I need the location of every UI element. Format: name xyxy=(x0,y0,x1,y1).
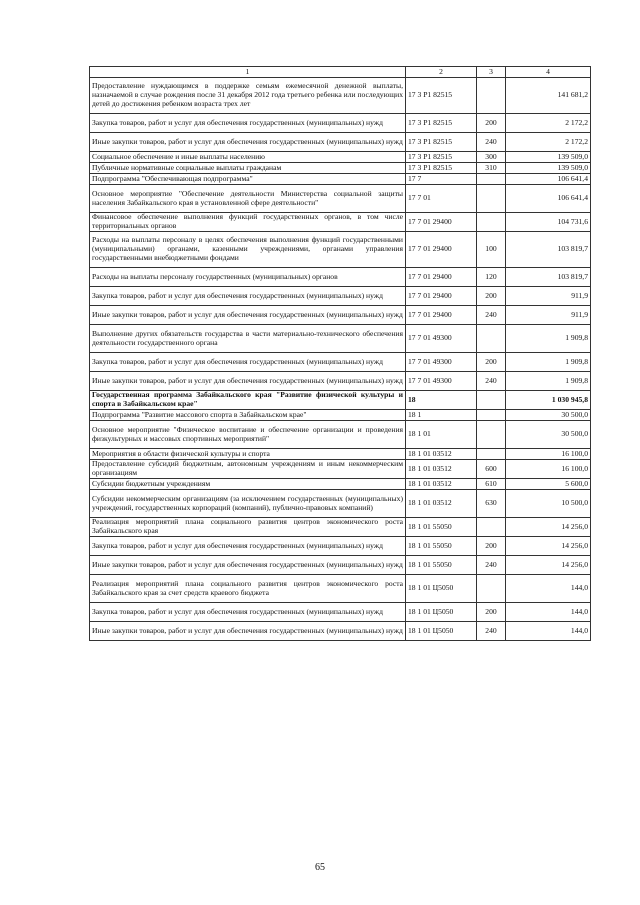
row-name: Иные закупки товаров, работ и услуг для обеспечения государственных (муниципальных) нужд xyxy=(90,133,406,152)
row-code: 18 1 01 Ц5050 xyxy=(406,622,477,641)
row-code: 17 7 01 49300 xyxy=(406,372,477,391)
row-amount: 106 641,4 xyxy=(506,174,591,185)
header-col-1: 1 xyxy=(90,67,406,78)
row-expense-type: 200 xyxy=(477,353,506,372)
row-code: 18 1 01 03512 xyxy=(406,479,477,490)
row-expense-type xyxy=(477,78,506,114)
row-amount: 104 731,6 xyxy=(506,213,591,232)
row-code: 18 1 01 55050 xyxy=(406,556,477,575)
row-expense-type: 610 xyxy=(477,479,506,490)
row-expense-type: 200 xyxy=(477,537,506,556)
table-row xyxy=(90,603,591,622)
row-code: 18 1 01 Ц5050 xyxy=(406,575,477,603)
row-amount: 14 256,0 xyxy=(506,537,591,556)
budget-table xyxy=(89,66,591,641)
row-name: Иные закупки товаров, работ и услуг для обеспечения государственных (муниципальных) нужд xyxy=(90,306,406,325)
row-expense-type xyxy=(477,391,506,410)
row-code: 18 1 01 03512 xyxy=(406,490,477,518)
row-name: Закупка товаров, работ и услуг для обеспечения государственных (муниципальных) нужд xyxy=(90,353,406,372)
row-code: 18 1 01 03512 xyxy=(406,449,477,460)
table-row xyxy=(90,537,591,556)
row-expense-type: 240 xyxy=(477,133,506,152)
row-name: Основное мероприятие "Обеспечение деятельности Министерства социальной защиты населения Забайкальского края в установленной сфере деятельности" xyxy=(90,185,406,213)
row-name: Закупка товаров, работ и услуг для обеспечения государственных (муниципальных) нужд xyxy=(90,537,406,556)
row-expense-type: 240 xyxy=(477,306,506,325)
row-expense-type xyxy=(477,185,506,213)
row-code: 17 7 01 29400 xyxy=(406,306,477,325)
table-header-row xyxy=(90,67,591,78)
row-code: 18 1 01 55050 xyxy=(406,518,477,537)
row-amount: 106 641,4 xyxy=(506,185,591,213)
row-expense-type: 300 xyxy=(477,152,506,163)
table-row xyxy=(90,449,591,460)
table-row xyxy=(90,174,591,185)
row-name: Закупка товаров, работ и услуг для обеспечения государственных (муниципальных) нужд xyxy=(90,603,406,622)
table-row xyxy=(90,372,591,391)
row-amount: 911,9 xyxy=(506,306,591,325)
row-amount: 103 819,7 xyxy=(506,232,591,268)
row-code: 17 3 P1 82515 xyxy=(406,163,477,174)
table-row xyxy=(90,479,591,490)
row-code: 18 1 01 55050 xyxy=(406,537,477,556)
row-expense-type: 200 xyxy=(477,603,506,622)
row-code: 18 1 01 Ц5050 xyxy=(406,603,477,622)
row-code: 18 1 01 xyxy=(406,421,477,449)
row-expense-type: 120 xyxy=(477,268,506,287)
row-amount: 30 500,0 xyxy=(506,410,591,421)
table-row xyxy=(90,287,591,306)
row-code: 17 7 01 29400 xyxy=(406,232,477,268)
table-row xyxy=(90,391,591,410)
table-row xyxy=(90,213,591,232)
row-name: Закупка товаров, работ и услуг для обеспечения государственных (муниципальных) нужд xyxy=(90,114,406,133)
row-amount: 14 256,0 xyxy=(506,518,591,537)
row-expense-type: 240 xyxy=(477,372,506,391)
row-code: 18 1 xyxy=(406,410,477,421)
row-amount: 141 681,2 xyxy=(506,78,591,114)
row-code: 17 3 P1 82515 xyxy=(406,152,477,163)
row-amount: 10 500,0 xyxy=(506,490,591,518)
row-name: Закупка товаров, работ и услуг для обеспечения государственных (муниципальных) нужд xyxy=(90,287,406,306)
row-amount: 1 909,8 xyxy=(506,353,591,372)
table-row xyxy=(90,114,591,133)
table-row xyxy=(90,410,591,421)
row-name: Мероприятия в области физической культуры и спорта xyxy=(90,449,406,460)
row-name: Иные закупки товаров, работ и услуг для обеспечения государственных (муниципальных) нужд xyxy=(90,556,406,575)
row-code: 17 3 P1 82515 xyxy=(406,114,477,133)
row-amount: 14 256,0 xyxy=(506,556,591,575)
row-name: Иные закупки товаров, работ и услуг для обеспечения государственных (муниципальных) нужд xyxy=(90,372,406,391)
row-name: Подпрограмма "Обеспечивающая подпрограмма" xyxy=(90,174,406,185)
row-amount: 144,0 xyxy=(506,603,591,622)
row-name: Финансовое обеспечение выполнения функций государственных органов, в том числе территориальных органов xyxy=(90,213,406,232)
row-code: 17 7 01 49300 xyxy=(406,353,477,372)
table-row xyxy=(90,353,591,372)
row-amount: 16 100,0 xyxy=(506,460,591,479)
row-amount: 911,9 xyxy=(506,287,591,306)
row-expense-type: 100 xyxy=(477,232,506,268)
row-amount: 30 500,0 xyxy=(506,421,591,449)
budget-table-container xyxy=(89,66,590,641)
table-row xyxy=(90,490,591,518)
row-amount: 103 819,7 xyxy=(506,268,591,287)
row-expense-type xyxy=(477,174,506,185)
row-amount: 1 909,8 xyxy=(506,325,591,353)
row-amount: 2 172,2 xyxy=(506,114,591,133)
table-row xyxy=(90,152,591,163)
row-name: Иные закупки товаров, работ и услуг для обеспечения государственных (муниципальных) нужд xyxy=(90,622,406,641)
row-name: Подпрограмма "Развитие массового спорта в Забайкальском крае" xyxy=(90,410,406,421)
row-expense-type xyxy=(477,213,506,232)
row-expense-type: 600 xyxy=(477,460,506,479)
table-row xyxy=(90,133,591,152)
table-row xyxy=(90,185,591,213)
header-col-2: 2 xyxy=(406,67,477,78)
row-code: 18 1 01 03512 xyxy=(406,460,477,479)
row-name: Государственная программа Забайкальского края "Развитие физической культуры и спорта в Забайкальском крае" xyxy=(90,391,406,410)
row-expense-type xyxy=(477,449,506,460)
row-code: 17 7 01 29400 xyxy=(406,268,477,287)
row-expense-type: 240 xyxy=(477,622,506,641)
row-name: Субсидии некоммерческим организациям (за исключением государственных (муниципальных) учреждений, государственных корпораций (компаний), публично-правовых компаний) xyxy=(90,490,406,518)
table-row xyxy=(90,556,591,575)
row-amount: 139 509,0 xyxy=(506,163,591,174)
row-name: Выполнение других обязательств государства в части материально-технического обеспечения деятельности государственного органа xyxy=(90,325,406,353)
table-row xyxy=(90,325,591,353)
row-expense-type xyxy=(477,518,506,537)
row-expense-type: 200 xyxy=(477,287,506,306)
table-row xyxy=(90,421,591,449)
row-code: 17 7 01 29400 xyxy=(406,287,477,306)
table-row xyxy=(90,306,591,325)
row-name: Публичные нормативные социальные выплаты гражданам xyxy=(90,163,406,174)
row-amount: 1 030 945,8 xyxy=(506,391,591,410)
header-col-3: 3 xyxy=(477,67,506,78)
row-expense-type: 310 xyxy=(477,163,506,174)
row-code: 17 7 01 xyxy=(406,185,477,213)
row-expense-type: 630 xyxy=(477,490,506,518)
table-row xyxy=(90,78,591,114)
row-amount: 5 600,0 xyxy=(506,479,591,490)
row-code: 18 xyxy=(406,391,477,410)
table-row xyxy=(90,518,591,537)
row-name: Расходы на выплаты персоналу в целях обеспечения выполнения функций государственными (муниципальными) органами, казенными учреждениями, органами управления государственными внебюджетными фондами xyxy=(90,232,406,268)
table-row xyxy=(90,268,591,287)
header-col-4: 4 xyxy=(506,67,591,78)
row-expense-type xyxy=(477,325,506,353)
table-row xyxy=(90,232,591,268)
page-number: 65 xyxy=(315,862,325,873)
row-expense-type xyxy=(477,575,506,603)
row-name: Социальное обеспечение и иные выплаты населению xyxy=(90,152,406,163)
budget-table-body xyxy=(90,67,591,641)
row-amount: 16 100,0 xyxy=(506,449,591,460)
row-amount: 2 172,2 xyxy=(506,133,591,152)
table-row xyxy=(90,575,591,603)
row-name: Реализация мероприятий плана социального развития центров экономического роста Забайкальского края xyxy=(90,518,406,537)
table-row xyxy=(90,460,591,479)
row-name: Субсидии бюджетным учреждениям xyxy=(90,479,406,490)
table-row xyxy=(90,163,591,174)
row-amount: 144,0 xyxy=(506,622,591,641)
row-code: 17 7 01 49300 xyxy=(406,325,477,353)
row-amount: 139 509,0 xyxy=(506,152,591,163)
row-code: 17 7 xyxy=(406,174,477,185)
row-name: Реализация мероприятий плана социального развития центров экономического роста Забайкальского края за счет средств краевого бюджета xyxy=(90,575,406,603)
row-expense-type: 240 xyxy=(477,556,506,575)
row-code: 17 3 P1 82515 xyxy=(406,133,477,152)
row-expense-type xyxy=(477,421,506,449)
table-row xyxy=(90,622,591,641)
row-expense-type xyxy=(477,410,506,421)
row-expense-type: 200 xyxy=(477,114,506,133)
row-name: Расходы на выплаты персоналу государственных (муниципальных) органов xyxy=(90,268,406,287)
row-name: Предоставление субсидий бюджетным, автономным учреждениям и иным некоммерческим организациям xyxy=(90,460,406,479)
row-name: Основное мероприятие "Физическое воспитание и обеспечение организации и проведения физкультурных и массовых спортивных мероприятий" xyxy=(90,421,406,449)
row-amount: 1 909,8 xyxy=(506,372,591,391)
row-code: 17 3 P1 82515 xyxy=(406,78,477,114)
row-code: 17 7 01 29400 xyxy=(406,213,477,232)
row-name: Предоставление нуждающимся в поддержке семьям ежемесячной денежной выплаты, назначаемой в случае рождения после 31 декабря 2012 года третьего ребенка или последующих детей до достижения ребенком возраста трех лет xyxy=(90,78,406,114)
row-amount: 144,0 xyxy=(506,575,591,603)
